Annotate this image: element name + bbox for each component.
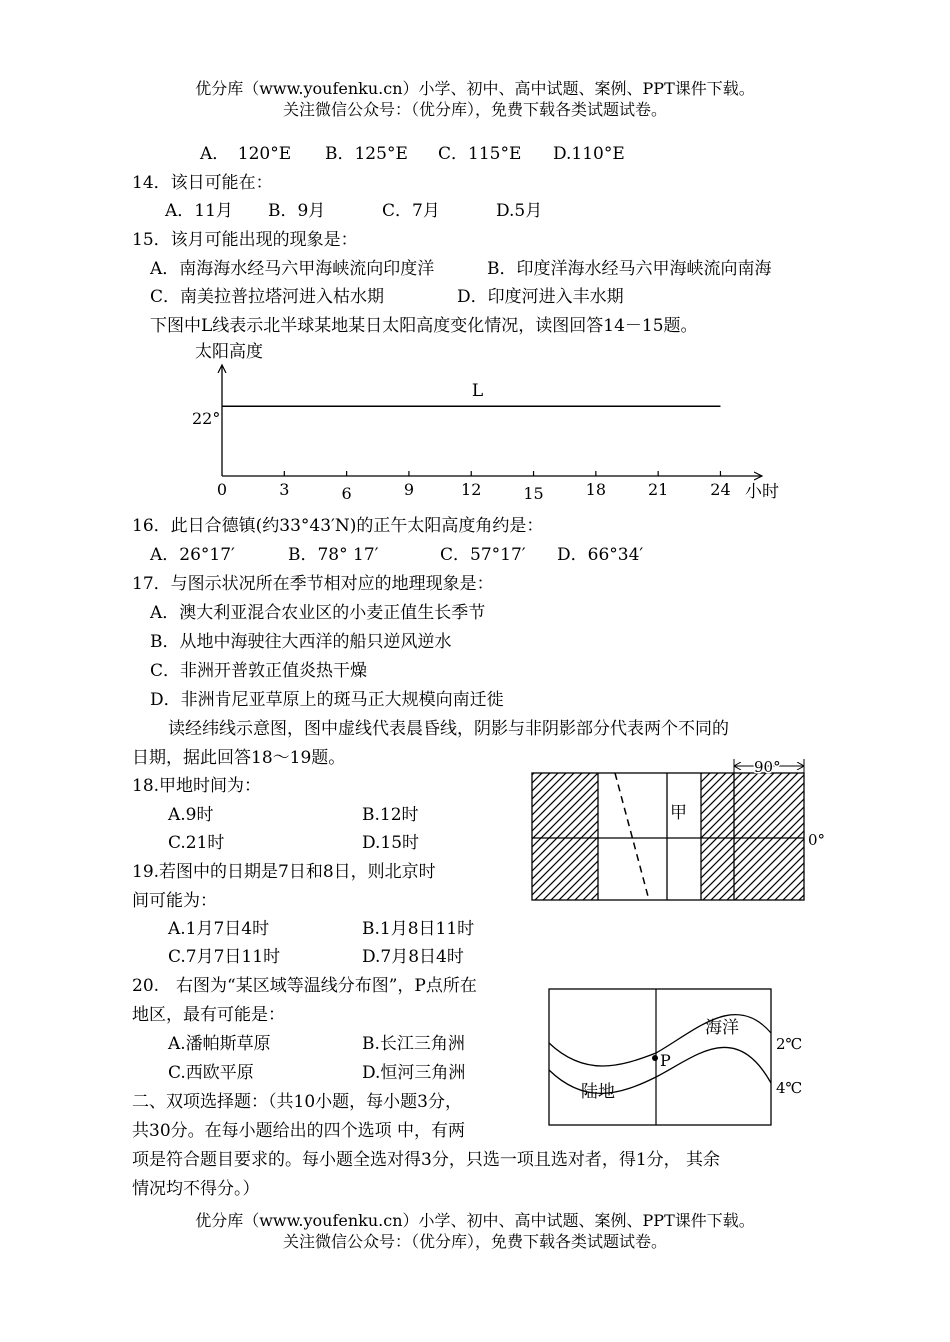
q16-option-d: D．66°34′ — [557, 545, 644, 565]
q19-option-d: D.7月8日4时 — [362, 947, 464, 967]
q15-option-b: B．印度洋海水经马六甲海峡流向南海 — [487, 259, 772, 279]
x-tick-label: 21 — [647, 480, 669, 499]
q18-stem: 18.甲地时间为： — [132, 776, 262, 796]
section2-line-3: 项是符合题目要求的。每小题全选对得3分，只选一项且选对者，得1分， 其余 — [132, 1150, 721, 1170]
series-label: L — [471, 381, 484, 402]
q14-option-a: A．11月 — [165, 201, 233, 221]
x-tick-label: 0 — [216, 480, 228, 499]
q17-option-d: D．非洲肯尼亚草原上的斑马正大规模向南迁徙 — [150, 690, 504, 710]
label-jia: 甲 — [670, 803, 687, 823]
intro-grid-line-2: 日期，据此回答18～19题。 — [132, 748, 346, 768]
q18-option-b: B.12时 — [362, 805, 419, 825]
label-ocean: 海洋 — [705, 1018, 739, 1038]
q15-option-c: C．南美拉普拉塔河进入枯水期 — [150, 287, 385, 307]
q18-option-c: C.21时 — [168, 833, 225, 853]
intro-chart: 下图中L线表示北半球某地某日太阳高度变化情况，读图回答14－15题。 — [150, 316, 698, 336]
x-tick-label: 18 — [585, 480, 607, 499]
q20-stem-line-2: 地区，最有可能是： — [132, 1005, 285, 1025]
isotherm-figure — [545, 985, 815, 1130]
q17-option-a: A．澳大利亚混合农业区的小麦正值生长季节 — [150, 603, 486, 623]
q15-stem: 15．该月可能出现的现象是： — [132, 230, 358, 250]
label-p: P — [660, 1051, 671, 1070]
section2-line-1: 二、双项选择题：（共10小题，每小题3分， — [132, 1092, 462, 1112]
q19-stem-line-1: 19.若图中的日期是7日和8日，则北京时 — [132, 862, 436, 882]
y-tick-label: 22° — [192, 409, 221, 428]
q16-stem: 16．此日合德镇(约33°43′N)的正午太阳高度角约是： — [132, 516, 544, 536]
q14-option-d: D.5月 — [496, 201, 543, 221]
q17-stem: 17．与图示状况所在季节相对应的地理现象是： — [132, 574, 494, 594]
x-tick-label: 15 — [523, 484, 544, 503]
x-axis-label: 小时 — [745, 482, 779, 502]
q18-option-a: A.9时 — [168, 805, 214, 825]
header-line-1: 优分库（www.youfenku.cn）小学、初中、高中试题、案例、PPT课件下载。 — [195, 79, 755, 98]
label-2c: 2℃ — [776, 1035, 803, 1053]
label-90-degrees: 90° — [754, 758, 781, 776]
label-equator: 0° — [808, 831, 826, 849]
section2-line-2: 共30分。在每小题给出的四个选项 中，有两 — [132, 1121, 466, 1141]
x-tick-label: 9 — [403, 480, 415, 499]
q19-stem-line-2: 间可能为： — [132, 891, 217, 911]
q20-option-a: A.潘帕斯草原 — [168, 1034, 271, 1054]
x-tick-label: 12 — [461, 480, 482, 499]
point-p — [652, 1055, 658, 1061]
q19-option-c: C.7月7日11时 — [168, 947, 281, 967]
q16-option-a: A．26°17′ — [150, 545, 235, 565]
q20-option-b: B.长江三角洲 — [362, 1034, 465, 1054]
q14-option-b: B．9月 — [268, 201, 326, 221]
terminator-dashed-line — [615, 773, 649, 900]
x-tick-label: 3 — [279, 480, 290, 499]
q13-option-b: B．125°E — [325, 144, 408, 164]
q14-stem: 14．该日可能在： — [132, 173, 273, 193]
q17-option-b: B．从地中海驶往大西洋的船只逆风逆水 — [150, 632, 452, 652]
q20-option-d: D.恒河三角洲 — [362, 1063, 466, 1083]
x-tick-label: 24 — [710, 480, 731, 499]
q18-option-d: D.15时 — [362, 833, 420, 853]
q13-option-a: A． 120°E — [200, 144, 292, 164]
q20-stem-line-1: 20. 右图为“某区域等温线分布图”，P点所在 — [132, 976, 477, 996]
label-land: 陆地 — [581, 1082, 615, 1102]
shaded-block-right — [701, 773, 804, 900]
shaded-block-left — [532, 773, 598, 900]
q14-option-c: C．7月 — [382, 201, 440, 221]
header-line-2: 关注微信公众号：（优分库），免费下载各类试题试卷。 — [282, 100, 667, 119]
sun-altitude-chart — [180, 335, 800, 510]
q13-option-c: C．115°E — [438, 144, 522, 164]
x-tick-label: 6 — [341, 484, 352, 503]
q19-option-a: A.1月7日4时 — [168, 919, 270, 939]
q15-option-d: D．印度河进入丰水期 — [457, 287, 624, 307]
q16-option-c: C．57°17′ — [440, 545, 526, 565]
footer-line-2: 关注微信公众号：（优分库），免费下载各类试题试卷。 — [282, 1232, 667, 1251]
q17-option-c: C．非洲开普敦正值炎热干燥 — [150, 661, 368, 681]
q15-option-a: A．南海海水经马六甲海峡流向印度洋 — [150, 259, 435, 279]
intro-grid-line-1: 读经纬线示意图，图中虚线代表晨昏线，阴影与非阴影部分代表两个不同的 — [168, 719, 729, 739]
section2-line-4: 情况均不得分。） — [132, 1179, 260, 1199]
q20-option-c: C.西欧平原 — [168, 1063, 254, 1083]
q19-option-b: B.1月8日11时 — [362, 919, 475, 939]
q16-option-b: B．78° 17′ — [288, 545, 379, 565]
label-4c: 4℃ — [776, 1079, 803, 1097]
footer-line-1: 优分库（www.youfenku.cn）小学、初中、高中试题、案例、PPT课件下载。 — [195, 1211, 755, 1230]
latlong-grid-figure — [528, 755, 830, 905]
q13-option-d: D.110°E — [553, 144, 625, 164]
y-axis-label: 太阳高度 — [195, 342, 263, 362]
